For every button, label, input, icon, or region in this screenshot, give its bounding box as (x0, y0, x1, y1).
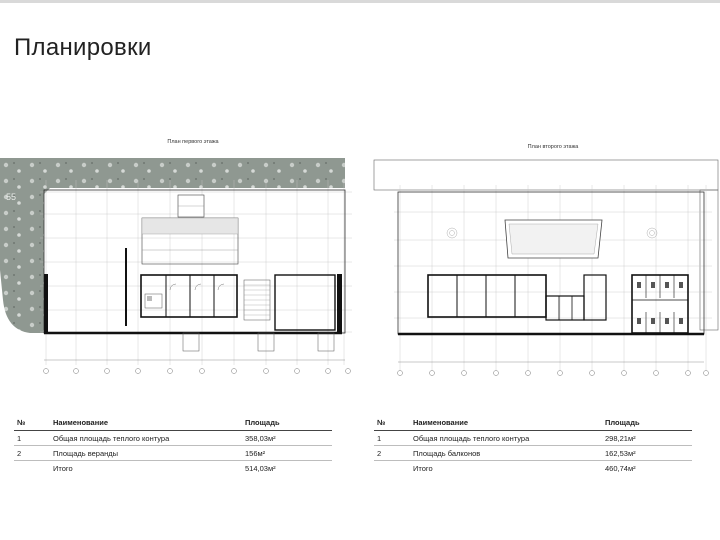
header-name: Наименование (50, 415, 242, 431)
second-floor-caption: План второго этажа (527, 144, 579, 150)
row-area: 298,21м² (602, 431, 692, 446)
table-header-row (374, 415, 692, 431)
header-number: № (14, 415, 50, 431)
first-floor-plan (0, 139, 352, 374)
second-floor-plan (374, 144, 718, 376)
table-row (374, 446, 692, 461)
row-number: 2 (374, 446, 410, 461)
veranda-paving (0, 158, 345, 333)
row-area: 358,03м² (242, 431, 332, 446)
row-name: Площадь балконов (410, 446, 602, 461)
row-number (374, 461, 410, 476)
first-floor-area-table (14, 415, 332, 475)
row-number: 1 (374, 431, 410, 446)
header-number: № (374, 415, 410, 431)
second-floor-area-table (374, 415, 692, 475)
row-area: 162,53м² (602, 446, 692, 461)
header-name: Наименование (410, 415, 602, 431)
row-area: 460,74м² (605, 463, 636, 473)
row-area: 156м² (242, 446, 332, 461)
table-row (14, 446, 332, 461)
header-area: Площадь (602, 415, 692, 431)
row-number: 1 (14, 431, 50, 446)
row-name: Итого (53, 463, 73, 473)
table-row (14, 431, 332, 446)
svg-text:55: 55 (6, 192, 17, 202)
row-name: Итого (413, 463, 433, 473)
row-name: Площадь веранды (50, 446, 242, 461)
row-name: Общая площадь теплого контура (410, 431, 602, 446)
row-area: 514,03м² (245, 463, 276, 473)
table-row (14, 461, 332, 476)
table-row (374, 431, 692, 446)
first-floor-caption: План первого этажа (167, 139, 219, 145)
table-header-row (14, 415, 332, 431)
page-title: Планировки (14, 34, 152, 61)
row-number (14, 461, 50, 476)
header-area: Площадь (242, 415, 332, 431)
table-row (374, 461, 692, 476)
row-name: Общая площадь теплого контура (50, 431, 242, 446)
row-number: 2 (14, 446, 50, 461)
